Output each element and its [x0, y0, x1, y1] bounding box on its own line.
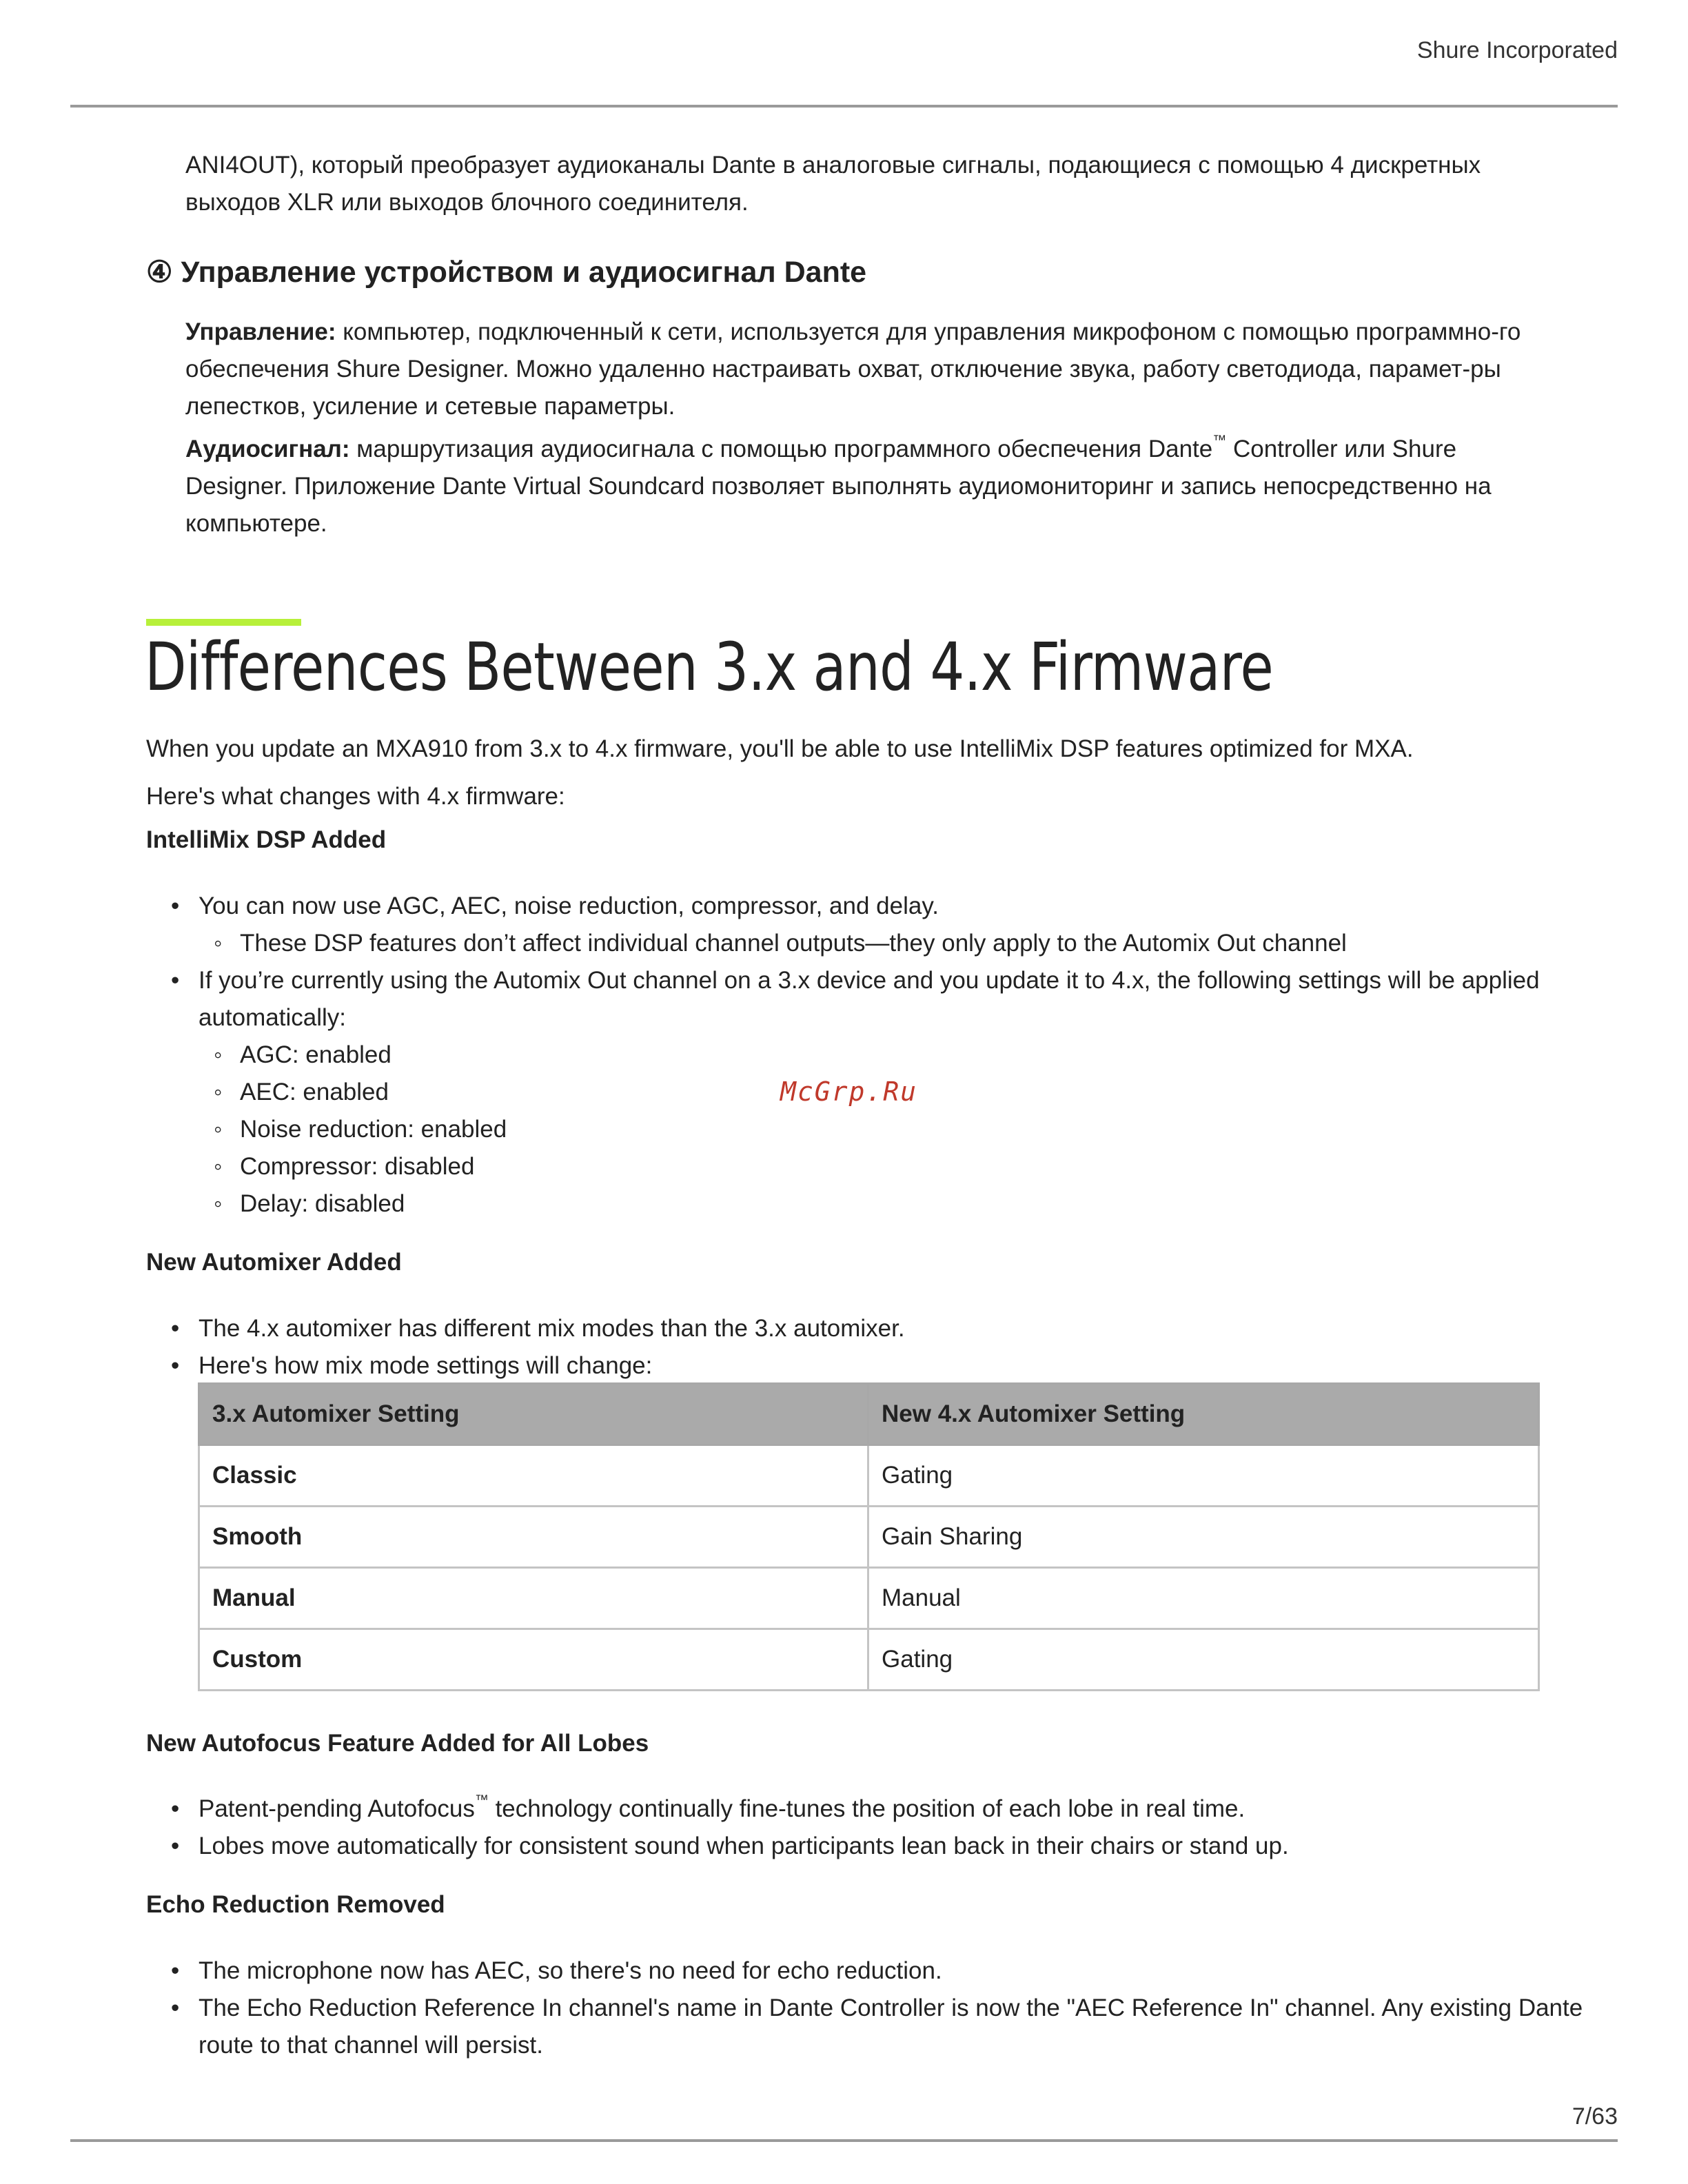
list-item: • The Echo Reduction Reference In channel's name in Dante Controller is now the "AEC Reference In" channel. Any existing Dante route to that channel will persist.: [146, 1990, 1621, 2064]
table-row: [199, 1445, 1539, 1507]
table-cell: Custom: [199, 1629, 868, 1691]
sub-list: [199, 925, 1621, 962]
echo-heading: Echo Reduction Removed: [146, 1891, 445, 1918]
continuation-paragraph: ANI4OUT), который преобразует аудиоканалы Dante в аналоговые сигналы, подающиеся с помощью 4 дискретных выходов XLR или выходов блочного соединителя.: [185, 152, 1481, 216]
table-row: [199, 1629, 1539, 1691]
trademark-symbol: ™: [474, 1793, 489, 1808]
page-number: 7/63: [1572, 2103, 1618, 2130]
audio-text-b: Controller или Shure Designer. Приложение Dante Virtual Soundcard позволяет выполнять аудиомониторинг и запись непосредственно на компьютере.: [185, 436, 1492, 537]
changes-lead-paragraph: Here's what changes with 4.x firmware:: [146, 783, 565, 810]
dsp-heading: IntelliMix DSP Added: [146, 826, 387, 853]
control-text: компьютер, подключенный к сети, используется для управления микрофоном с помощью программно-го обеспечения Shure Designer. Можно удаленно настраивать охват, отключение звука, работу светодиода, парамет-ры лепестков, усиление и сетевые параметры.: [185, 318, 1521, 420]
sub-list-item: ◦ AEC: enabled: [199, 1074, 1621, 1111]
audio-paragraph: [185, 431, 1557, 542]
table-row: [199, 1568, 1539, 1629]
control-paragraph: [185, 314, 1557, 425]
section-title: Управление устройством и аудиосигнал Dante: [181, 256, 867, 289]
automixer-heading: New Automixer Added: [146, 1249, 402, 1276]
mix-mode-table: [198, 1382, 1540, 1691]
list-item: [146, 888, 1621, 962]
audio-label: Аудиосигнал:: [185, 436, 350, 462]
watermark-text: McGrp.Ru: [780, 1076, 918, 1107]
list-item: • Here's how mix mode settings will change:: [146, 1347, 1621, 1385]
table-row: [199, 1507, 1539, 1568]
header-divider: [70, 105, 1618, 108]
table-cell: Gating: [868, 1629, 1539, 1691]
table-cell: Gating: [868, 1445, 1539, 1507]
title-accent-bar: [146, 619, 301, 626]
list-item: • The microphone now has AEC, so there's no need for echo reduction.: [146, 1952, 1621, 1990]
sub-list-item: ◦ Compressor: disabled: [199, 1148, 1621, 1185]
intro-paragraph: When you update an MXA910 from 3.x to 4.x firmware, you'll be able to use IntelliMix DSP features optimized for MXA.: [146, 735, 1414, 762]
list-item-text: You can now use AGC, AEC, noise reduction, compressor, and delay.: [199, 892, 939, 919]
sub-list-item: ◦ AGC: enabled: [199, 1037, 1621, 1074]
autofocus-heading: New Autofocus Feature Added for All Lobes: [146, 1730, 649, 1757]
page-title: Differences Between 3.x and 4.x Firmware: [145, 629, 1274, 706]
section-4-heading: [146, 255, 866, 289]
audio-text-a: маршрутизация аудиосигнала с помощью программного обеспечения Dante: [349, 436, 1213, 462]
sub-list-item: ◦ These DSP features don’t affect individual channel outputs—they only apply to the Automix Out channel: [199, 925, 1621, 962]
header-company-name: Shure Incorporated: [1416, 37, 1618, 63]
list-item: • Lobes move automatically for consistent sound when participants lean back in their chairs or stand up.: [146, 1828, 1621, 1865]
trademark-symbol: ™: [1212, 433, 1227, 448]
sub-list-item: ◦ Delay: disabled: [199, 1185, 1621, 1223]
sub-list-item: ◦ Noise reduction: enabled: [199, 1111, 1621, 1148]
sub-list: [199, 1037, 1621, 1223]
table-cell: Gain Sharing: [868, 1507, 1539, 1568]
section-number: ④: [146, 256, 173, 289]
footer-divider: [70, 2139, 1618, 2142]
echo-list: [146, 1952, 1621, 2064]
list-item: • The 4.x automixer has different mix modes than the 3.x automixer.: [146, 1310, 1621, 1347]
table-cell: Manual: [868, 1568, 1539, 1629]
automixer-list: [146, 1310, 1621, 1385]
list-item-text: If you’re currently using the Automix Out channel on a 3.x device and you update it to 4.x, the following settings will be applied automatically:: [199, 967, 1540, 1031]
list-item-text: technology continually fine-tunes the position of each lobe in real time.: [488, 1795, 1245, 1822]
dsp-list: [146, 888, 1621, 1223]
column-header-4x: New 4.x Automixer Setting: [868, 1384, 1539, 1445]
table-cell: Classic: [199, 1445, 868, 1507]
autofocus-list: [146, 1790, 1621, 1865]
table-cell: Smooth: [199, 1507, 868, 1568]
list-item: [146, 1790, 1621, 1828]
list-item-text: Patent-pending Autofocus: [199, 1795, 475, 1822]
column-header-3x: 3.x Automixer Setting: [199, 1384, 868, 1445]
table-header-row: [199, 1384, 1539, 1445]
table-cell: Manual: [199, 1568, 868, 1629]
control-label: Управление:: [185, 318, 336, 345]
